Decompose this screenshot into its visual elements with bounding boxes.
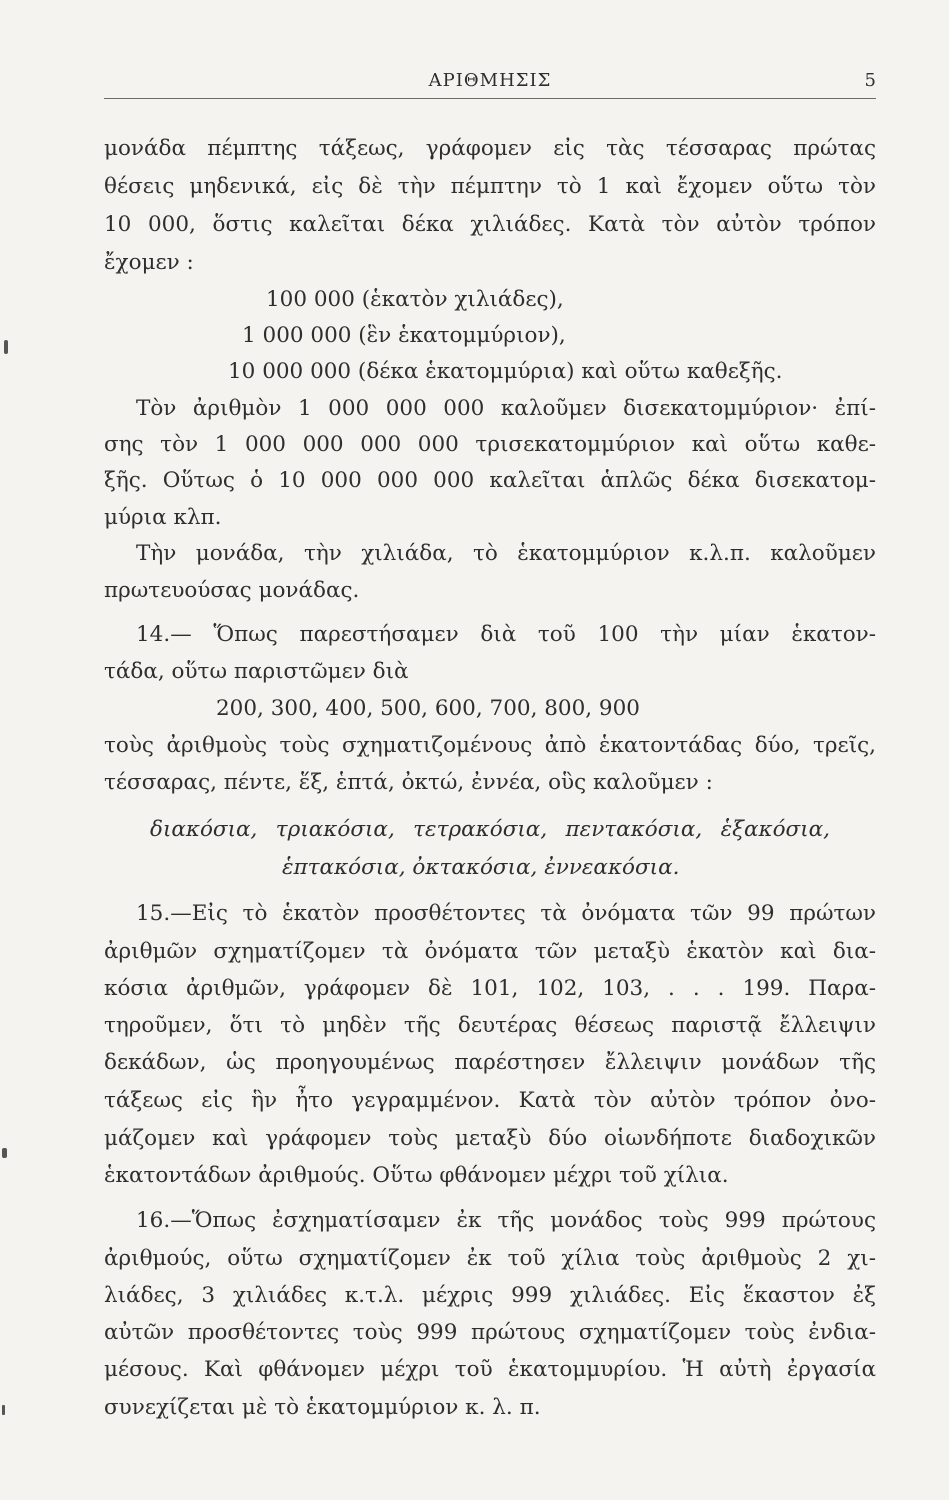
header-rule (104, 98, 876, 99)
section-16-heading-line: 16.—Ὅπως ἐσχηματίσαμεν ἐκ τῆς μονάδος τοὺς 999 πρώτους (136, 1208, 876, 1233)
italic-number-words: ἑπτακόσια, ὀκτακόσια, ἐννεακόσια. (282, 855, 680, 880)
number-example: 100 000 (ἑκατὸν χιλιάδες), (266, 287, 564, 312)
text-line: μάζομεν καὶ γράφομεν τοὺς μεταξὺ δύο οἱωνδήποτε διαδοχικῶν (104, 1126, 876, 1151)
text-line: ἔχομεν : (104, 250, 194, 275)
section-14-heading-line: 14.— Ὅπως παρεστήσαμεν διὰ τοῦ 100 τὴν μίαν ἑκατον- (136, 622, 876, 647)
text-line: σης τὸν 1 000 000 000 000 τρισεκατομμύριον καὶ οὕτω καθε- (104, 432, 876, 457)
text-line: τάδα, οὕτω παριστῶμεν διὰ (104, 659, 409, 684)
text-line: θέσεις μηδενικά, εἰς δὲ τὴν πέμπτην τὸ 1 καὶ ἔχομεν οὕτω τὸν (104, 174, 876, 199)
text-line: μέσους. Καὶ φθάνομεν μέχρι τοῦ ἑκατομμυρίου. Ἡ αὐτὴ ἐργασία (104, 1357, 876, 1382)
text-line: τέσσαρας, πέντε, ἕξ, ἑπτά, ὀκτώ, ἐννέα, οὓς καλοῦμεν : (104, 770, 713, 795)
number-example: 1 000 000 (ἓν ἑκατομμύριον), (242, 323, 566, 348)
text-line: 10 000, ὅστις καλεῖται δέκα χιλιάδες. Κατὰ τὸν αὐτὸν τρόπον (104, 212, 876, 237)
scan-mark (2, 1405, 5, 1415)
text-line: αὐτῶν προσθέτοντες τοὺς 999 πρώτους σχηματίζομεν τοὺς ἐνδια- (104, 1320, 876, 1345)
text-line: Τὴν μονάδα, τὴν χιλιάδα, τὸ ἑκατομμύριον κ.λ.π. καλοῦμεν (136, 541, 876, 566)
text-line: πρωτευούσας μονάδας. (104, 578, 360, 603)
italic-number-words: διακόσια, τριακόσια, τετρακόσια, πεντακόσια, ἑξακόσια, (150, 817, 830, 842)
text-line: ξῆς. Οὕτως ὁ 10 000 000 000 καλεῖται ἁπλῶς δέκα δισεκατομ- (104, 468, 876, 493)
number-example: 10 000 000 (δέκα ἑκατομμύρια) καὶ οὕτω καθεξῆς. (228, 359, 783, 384)
text-line: ἑκατοντάδων ἀριθμούς. Οὕτω φθάνομεν μέχρι τοῦ χίλια. (104, 1163, 729, 1188)
text-line: μονάδα πέμπτης τάξεως, γράφομεν εἰς τὰς τέσσαρας πρώτας (104, 136, 876, 161)
page-number: 5 (864, 70, 876, 91)
text-line: κόσια ἀριθμῶν, γράφομεν δὲ 101, 102, 103, . . . 199. Παρα- (104, 976, 876, 1001)
text-line: τάξεως εἰς ἣν ἦτο γεγραμμένον. Κατὰ τὸν αὐτὸν τρόπον ὀνο- (104, 1088, 876, 1113)
running-title: ΑΡΙΘΜΗΣΙΣ (428, 70, 552, 91)
page-header (104, 66, 876, 96)
text-line: συνεχίζεται μὲ τὸ ἑκατομμύριον κ. λ. π. (104, 1395, 541, 1420)
text-line: λιάδες, 3 χιλιάδες κ.τ.λ. μέχρις 999 χιλιάδες. Εἰς ἕκαστον ἐξ (104, 1283, 876, 1308)
number-list: 200, 300, 400, 500, 600, 700, 800, 900 (216, 696, 640, 721)
scan-mark (4, 340, 8, 354)
text-line: Τὸν ἀριθμὸν 1 000 000 000 καλοῦμεν δισεκατομμύριον· ἐπί- (136, 396, 876, 421)
scan-mark (2, 1148, 7, 1158)
section-15-heading-line: 15.—Εἰς τὸ ἑκατὸν προσθέτοντες τὰ ὀνόματα τῶν 99 πρώτων (136, 901, 876, 926)
text-line: ἀριθμούς, οὕτω σχηματίζομεν ἐκ τοῦ χίλια τοὺς ἀριθμοὺς 2 χι- (104, 1246, 876, 1271)
text-line: μύρια κλπ. (104, 505, 222, 530)
text-line: δεκάδων, ὡς προηγουμένως παρέστησεν ἔλλειψιν μονάδων τῆς (104, 1050, 876, 1075)
text-line: τηροῦμεν, ὅτι τὸ μηδὲν τῆς δευτέρας θέσεως παριστᾷ ἔλλειψιν (104, 1013, 876, 1038)
text-line: ἀριθμῶν σχηματίζομεν τὰ ὀνόματα τῶν μεταξὺ ἑκατὸν καὶ δια- (104, 939, 876, 964)
text-line: τοὺς ἀριθμοὺς τοὺς σχηματιζομένους ἀπὸ ἑκατοντάδας δύο, τρεῖς, (104, 733, 876, 758)
